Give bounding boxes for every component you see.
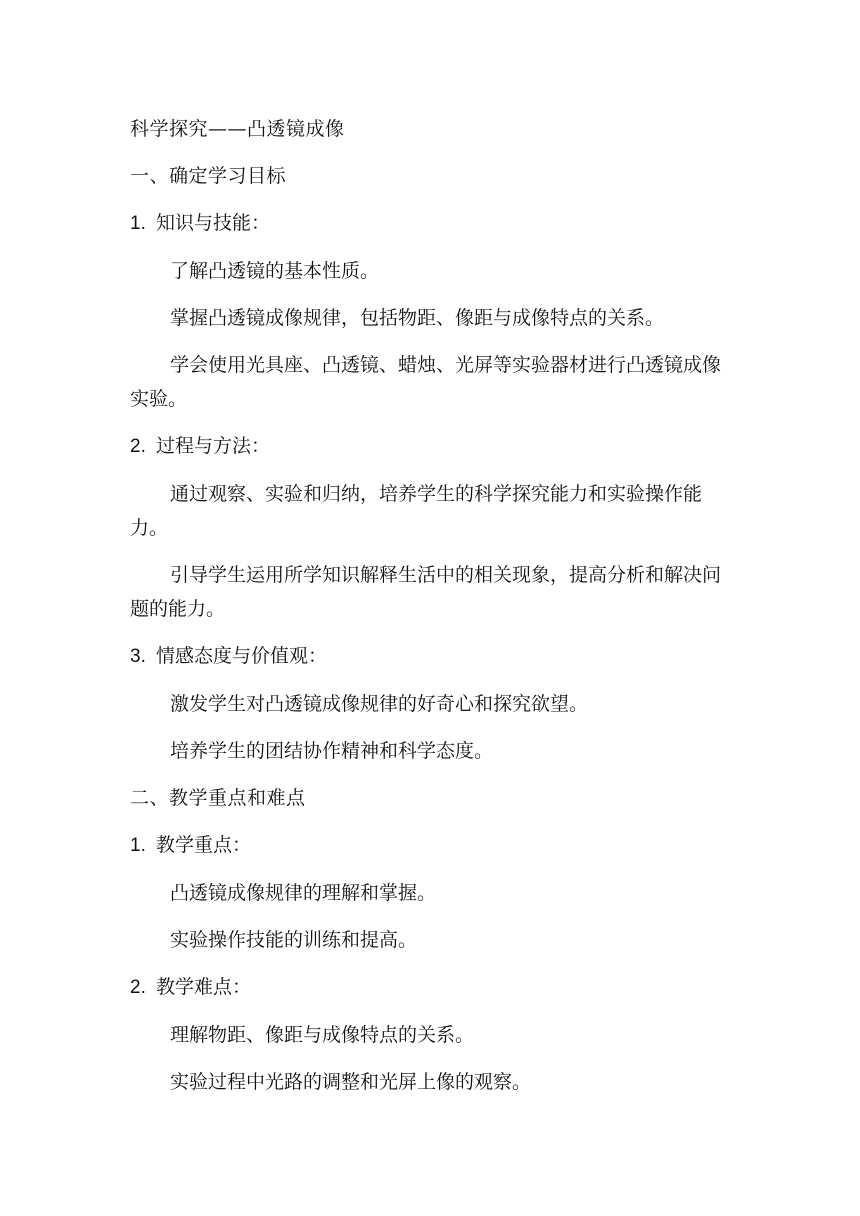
- subsection-label: 教学重点：: [156, 834, 252, 856]
- subsection-label: 知识与技能：: [156, 212, 271, 234]
- subsection-number: 3.: [130, 646, 146, 667]
- paragraph: 通过观察、实验和归纳，培养学生的科学探究能力和实验操作能力。: [130, 483, 703, 539]
- subsection-number: 1.: [130, 835, 146, 856]
- paragraph: 了解凸透镜的基本性质。: [170, 260, 380, 282]
- subsection-label: 过程与方法：: [156, 435, 271, 457]
- subsection-label: 情感态度与价值观：: [156, 645, 328, 667]
- subsection-label: 教学难点：: [156, 976, 252, 998]
- subsection-number: 2.: [130, 436, 146, 457]
- subsection-teaching-difficulties: [130, 970, 732, 1005]
- paragraph: 学会使用光具座、凸透镜、蜡烛、光屏等实验器材进行凸透镜成像实验。: [130, 354, 722, 410]
- section-heading-objectives: 一、确定学习目标: [130, 165, 287, 187]
- section-heading-key-points: 二、教学重点和难点: [130, 787, 306, 809]
- paragraph: 培养学生的团结协作精神和科学态度。: [170, 740, 494, 762]
- paragraph: 实验过程中光路的调整和光屏上像的观察。: [170, 1071, 532, 1093]
- subsection-knowledge-skills: [130, 206, 732, 241]
- paragraph: 凸透镜成像规律的理解和掌握。: [170, 882, 437, 904]
- paragraph: 理解物距、像距与成像特点的关系。: [170, 1024, 475, 1046]
- paragraph: 激发学生对凸透镜成像规律的好奇心和探究欲望。: [170, 693, 589, 715]
- paragraph: 掌握凸透镜成像规律，包括物距、像距与成像特点的关系。: [170, 307, 665, 329]
- document-title: 科学探究——凸透镜成像: [130, 118, 345, 140]
- subsection-teaching-focus: [130, 828, 732, 863]
- document-body: [130, 112, 732, 1112]
- subsection-process-methods: [130, 429, 732, 464]
- paragraph: 引导学生运用所学知识解释生活中的相关现象，提高分析和解决问题的能力。: [130, 564, 722, 620]
- paragraph: 实验操作技能的训练和提高。: [170, 929, 418, 951]
- subsection-attitudes-values: [130, 639, 732, 674]
- subsection-number: 2.: [130, 977, 146, 998]
- subsection-number: 1.: [130, 213, 146, 234]
